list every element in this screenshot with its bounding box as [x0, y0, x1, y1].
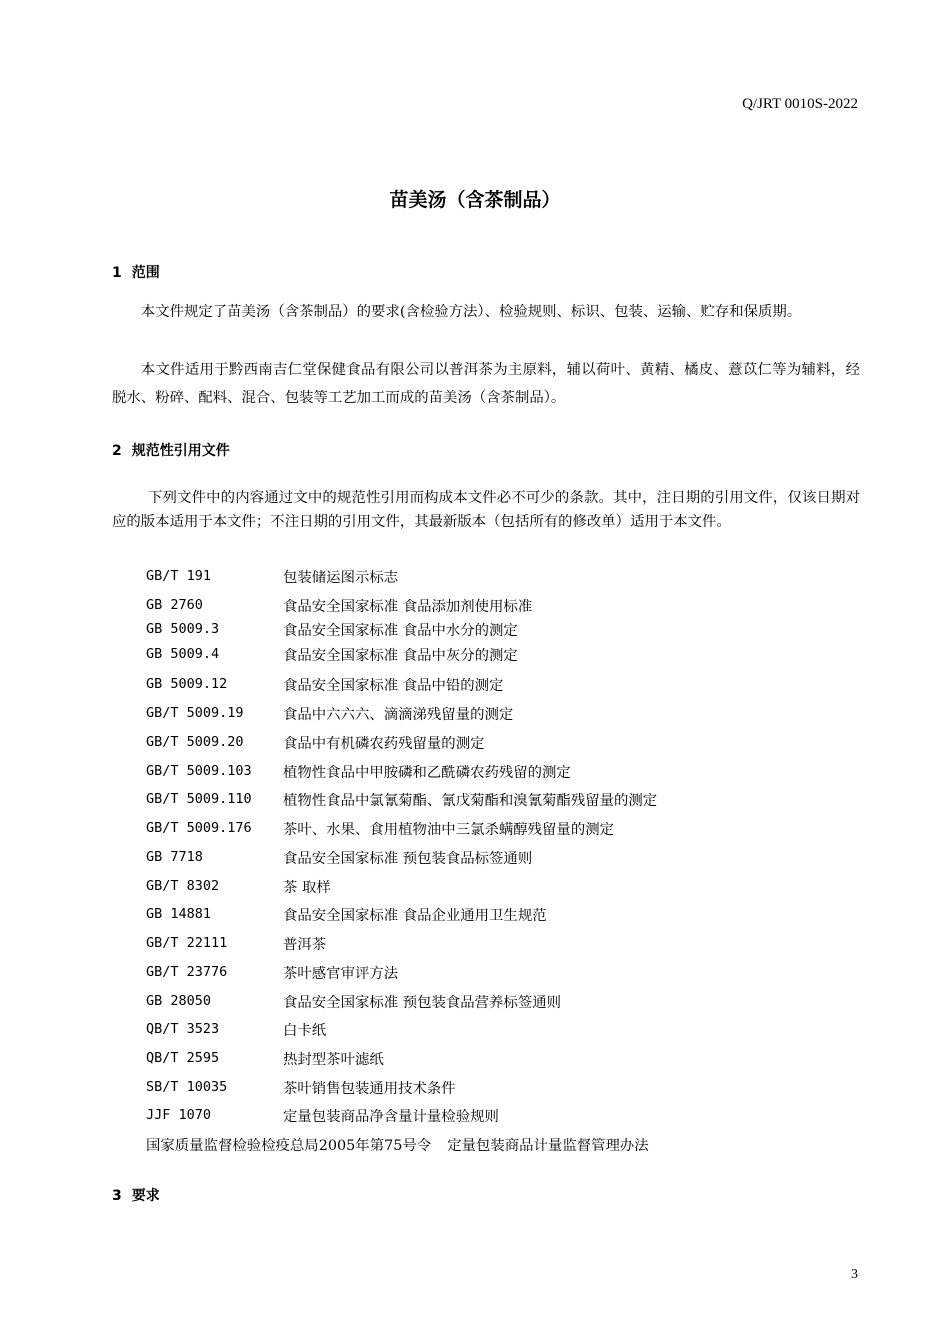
standard-code: Q/JRT 0010S-2022: [742, 96, 858, 112]
reference-code: GB/T 23776: [146, 964, 228, 980]
reference-code: GB/T 5009.103: [146, 763, 252, 779]
reference-code: GB/T 5009.110: [146, 791, 252, 807]
section-number: 1: [112, 265, 122, 281]
reference-code: GB 2760: [146, 597, 203, 613]
scope-paragraph-1: 本文件规定了苗美汤（含茶制品）的要求(含检验方法）、检验规则、标识、包装、运输、贮存和保质期。: [140, 304, 802, 320]
reference-title: 食品安全国家标准 食品中水分的测定: [283, 623, 518, 639]
reference-title: 食品安全国家标准 食品添加剂使用标准: [283, 599, 533, 615]
reference-code: SB/T 10035: [146, 1079, 228, 1095]
scope-paragraph-2: 本文件适用于黔西南吉仁堂保健食品有限公司以普洱茶为主原料，辅以荷叶、黄精、橘皮、薏苡仁等为辅料，经脱水、粉碎、配料、混合、包装等工艺加工而成的苗美汤（含茶制品）。: [112, 362, 860, 406]
reference-title: 茶叶感官审评方法: [283, 966, 399, 982]
decree-issuer: 国家质量监督检验检疫总局2005年第75号令: [146, 1138, 432, 1154]
references-intro-paragraph: 下列文件中的内容通过文中的规范性引用而构成本文件必不可少的条款。其中，注日期的引用文件，仅该日期对应的版本适用于本文件；不注日期的引用文件，其最新版本（包括所有的修改单）适用于本文件。: [112, 490, 860, 530]
reference-code: GB/T 22111: [146, 935, 228, 951]
reference-code: JJF 1070: [146, 1107, 212, 1123]
section-title: 范围: [131, 265, 160, 281]
reference-code: GB/T 8302: [146, 878, 220, 894]
reference-title: 茶叶销售包装通用技术条件: [283, 1081, 456, 1097]
reference-title: 食品中六六六、滴滴涕残留量的测定: [283, 707, 514, 723]
reference-code: GB 5009.4: [146, 646, 220, 662]
reference-code: GB 7718: [146, 849, 203, 865]
decree-reference: [146, 1134, 649, 1155]
reference-title: 植物性食品中氯氰菊酯、氰戊菊酯和溴氰菊酯残留量的测定: [283, 793, 658, 809]
section-heading-requirements: [112, 1185, 160, 1205]
reference-title: 食品安全国家标准 食品中灰分的测定: [283, 648, 518, 664]
reference-code: GB 14881: [146, 906, 212, 922]
section-heading-normative-references: [112, 440, 230, 460]
reference-title: 食品安全国家标准 食品企业通用卫生规范: [283, 908, 547, 924]
reference-code: GB/T 191: [146, 568, 212, 584]
reference-title: 食品中有机磷农药残留量的测定: [283, 736, 485, 752]
reference-title: 植物性食品中甲胺磷和乙酰磷农药残留的测定: [283, 765, 571, 781]
reference-code: GB/T 5009.176: [146, 820, 252, 836]
reference-code: GB 28050: [146, 993, 212, 1009]
reference-title: 茶 取样: [283, 880, 331, 896]
reference-title: 热封型茶叶滤纸: [283, 1052, 384, 1068]
reference-title: 包装储运图示标志: [283, 570, 399, 586]
reference-title: 普洱茶: [283, 937, 327, 953]
reference-title: 食品安全国家标准 预包装食品营养标签通则: [283, 995, 561, 1011]
document-title: 苗美汤（含茶制品）: [389, 189, 561, 211]
reference-title: 定量包装商品净含量计量检验规则: [283, 1109, 499, 1125]
section-title: 规范性引用文件: [131, 443, 230, 459]
reference-code: GB 5009.12: [146, 676, 228, 692]
reference-title: 茶叶、水果、食用植物油中三氯杀螨醇残留量的测定: [283, 822, 614, 838]
decree-title: 定量包装商品计量监督管理办法: [447, 1138, 649, 1154]
reference-title: 食品安全国家标准 预包装食品标签通则: [283, 851, 533, 867]
section-heading-scope: [112, 262, 160, 282]
reference-code: QB/T 3523: [146, 1021, 220, 1037]
reference-code: GB/T 5009.20: [146, 734, 244, 750]
section-number: 2: [112, 443, 122, 459]
reference-title: 白卡纸: [283, 1023, 327, 1039]
page-number: 3: [851, 1267, 858, 1282]
section-number: 3: [112, 1188, 122, 1204]
reference-code: GB/T 5009.19: [146, 705, 244, 721]
section-title: 要求: [131, 1188, 160, 1204]
reference-code: GB 5009.3: [146, 621, 220, 637]
reference-title: 食品安全国家标准 食品中铅的测定: [283, 678, 504, 694]
reference-code: QB/T 2595: [146, 1050, 220, 1066]
